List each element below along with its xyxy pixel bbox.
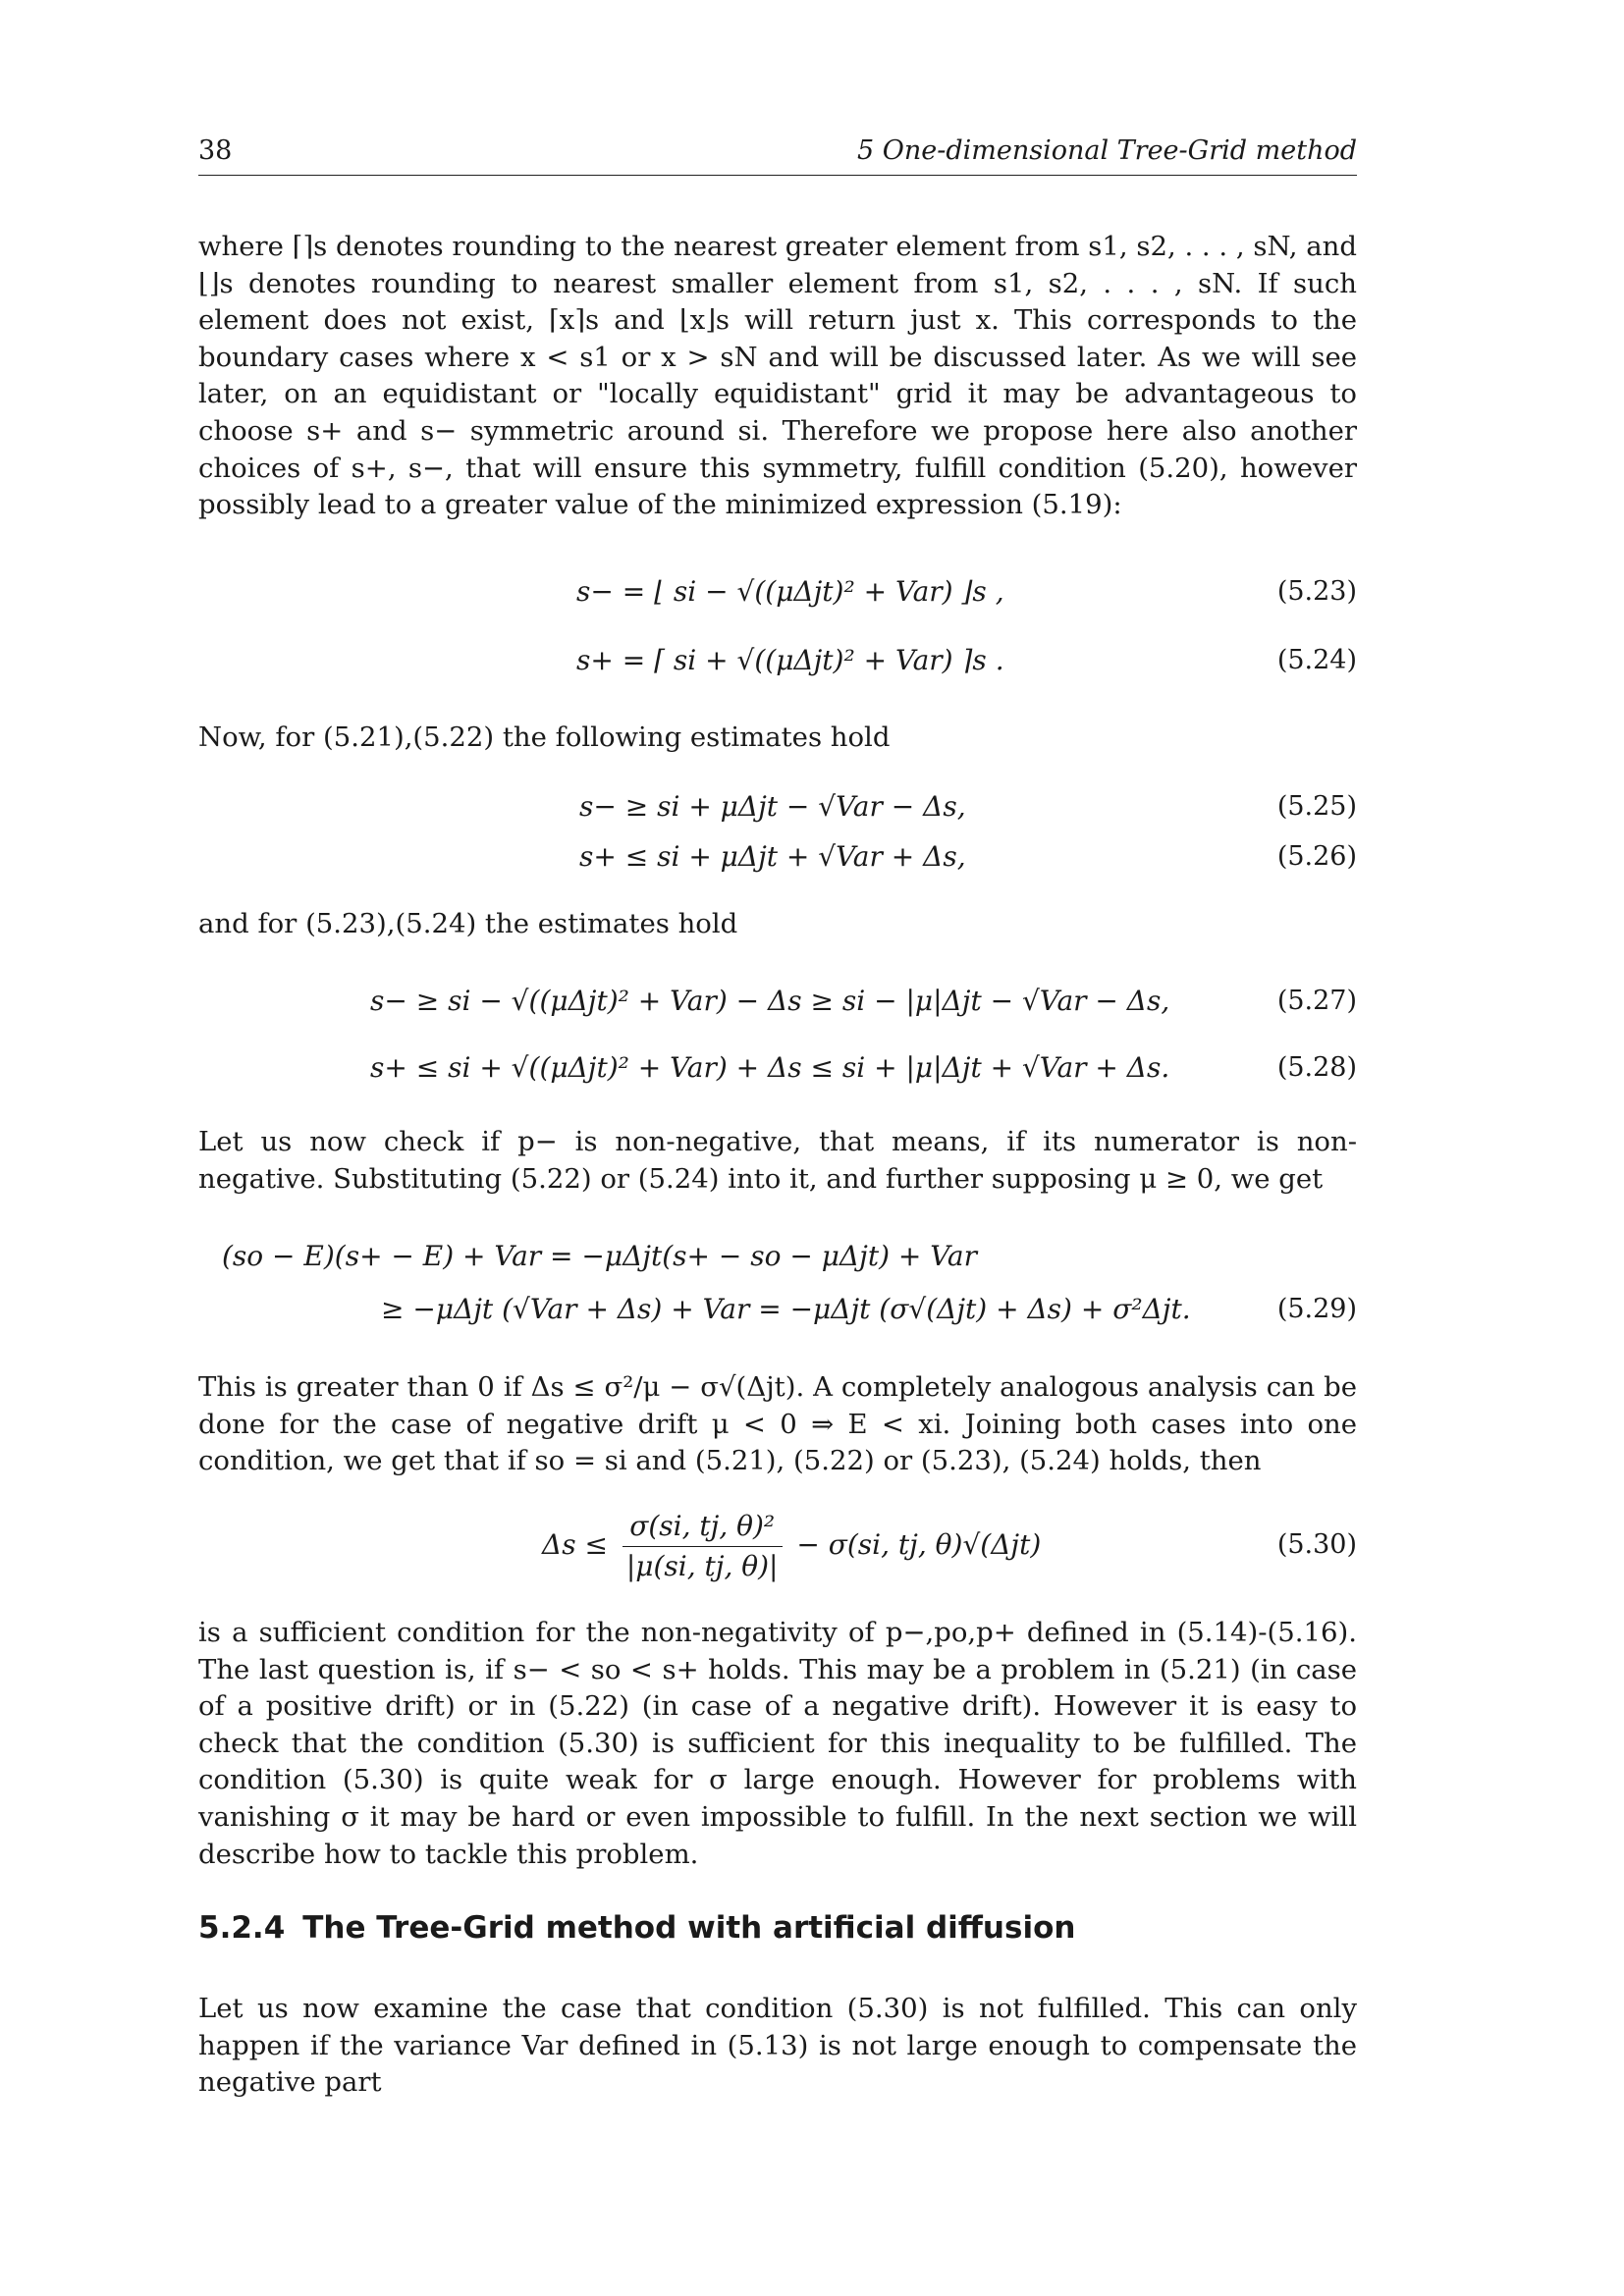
equation-number: (5.29) <box>1276 1294 1357 1324</box>
fraction <box>623 1509 783 1584</box>
equation-number: (5.26) <box>1276 841 1357 872</box>
fraction-denominator: |μ(si, tj, θ)| <box>625 1550 779 1582</box>
section-title: The Tree-Grid method with artificial diffusion <box>302 1910 1076 1946</box>
section-heading <box>198 1910 1093 1946</box>
paragraph-rounding: where ⌈⌉s denotes rounding to the nearest greater element from s1, s2, . . . , sN, and ⌊⌋s denotes rounding to nearest smaller element from s1, s2, . . . , sN. If such element does not exist, ⌈x⌉s and ⌊x⌋s will return just x. This corresponds to the boundary cases where x < s1 or x > sN and will be discussed later. As we will see later, on an equidistant or "locally equidistant" grid it may be advantageous to choose s+ and s− symmetric around si. Therefore we propose here also another choices of s+, s−, that will ensure this symmetry, fulfill condition (5.20), however possibly lead to a greater value of the minimized expression (5.19): <box>198 231 1357 521</box>
equation-5-26 <box>198 835 1357 884</box>
paragraph-artificial-diffusion: Let us now examine the case that condition (5.30) is not fulfilled. This can only happen if the variance Var defined in (5.13) is not large enough to compensate the negative part <box>198 1993 1357 2099</box>
equation-rhs: − σ(si, tj, θ)√(Δjt) <box>796 1528 1042 1561</box>
equation-number: (5.30) <box>1276 1529 1357 1560</box>
paragraph-estimates-1: Now, for (5.21),(5.22) the following estimates hold <box>198 721 891 753</box>
equation-5-23 <box>198 570 1357 619</box>
equation-text: s− ≥ si − √((μΔjt)² + Var) − Δs ≥ si − |μ|Δjt − √Var − Δs, <box>370 985 1170 1017</box>
paragraph-sufficient: is a sufficient condition for the non-negativity of p−,po,p+ defined in (5.14)-(5.16). The last question is, if s− < so < s+ holds. This may be a problem in (5.21) (in case of a positive drift) or in (5.22) (in case of a negative drift). However it is easy to check that the condition (5.30) is sufficient for this inequality to be fulfilled. The condition (5.30) is quite weak for σ large enough. However for problems with vanishing σ it may be hard or even impossible to fulfill. In the next section we will describe how to tackle this problem. <box>198 1617 1357 1870</box>
running-title: 5 One-dimensional Tree-Grid method <box>856 135 1357 166</box>
equation-5-30 <box>198 1502 1357 1596</box>
header-rule <box>198 175 1357 176</box>
equation-text: (so − E)(s+ − E) + Var = −μΔjt(s+ − so − μΔjt) + Var <box>222 1240 977 1272</box>
equation-5-25 <box>198 785 1357 834</box>
equation-text: s− ≥ si + μΔjt − √Var − Δs, <box>579 790 966 823</box>
paragraph-nonnegative: Let us now check if p− is non-negative, that means, if its numerator is non-negative. Substituting (5.22) or (5.24) into it, and further supposing μ ≥ 0, we get <box>198 1126 1357 1195</box>
page-header <box>198 135 1357 177</box>
fraction-numerator: σ(si, tj, θ)² <box>623 1509 783 1547</box>
section-number: 5.2.4 <box>198 1910 286 1946</box>
equation-text: s+ ≤ si + μΔjt + √Var + Δs, <box>579 840 966 873</box>
equation-5-29-line-1 <box>198 1235 1357 1284</box>
equation-lhs: Δs ≤ <box>542 1528 608 1561</box>
equation-number: (5.25) <box>1276 791 1357 822</box>
equation-5-27 <box>198 980 1357 1029</box>
equation-number: (5.27) <box>1276 986 1357 1016</box>
equation-text: s+ ≤ si + √((μΔjt)² + Var) + Δs ≤ si + |μ|Δjt + √Var + Δs. <box>370 1051 1170 1084</box>
equation-text: s+ = ⌈ si + √((μΔjt)² + Var) ⌉s . <box>576 644 1004 676</box>
equation-body <box>542 1506 1041 1584</box>
equation-5-24 <box>198 639 1357 688</box>
page-number: 38 <box>198 135 233 166</box>
paragraph-estimates-2: and for (5.23),(5.24) the estimates hold <box>198 908 738 939</box>
equation-text: s− = ⌊ si − √((μΔjt)² + Var) ⌋s , <box>576 575 1004 608</box>
equation-5-29-line-2 <box>198 1288 1357 1337</box>
equation-5-28 <box>198 1046 1357 1095</box>
equation-number: (5.28) <box>1276 1052 1357 1083</box>
equation-number: (5.24) <box>1276 645 1357 675</box>
paragraph-condition: This is greater than 0 if Δs ≤ σ²/μ − σ√(Δjt). A completely analogous analysis can be done for the case of negative drift μ < 0 ⇒ E < xi. Joining both cases into one condition, we get that if so = si and (5.21), (5.22) or (5.23), (5.24) holds, then <box>198 1371 1357 1477</box>
equation-number: (5.23) <box>1276 576 1357 607</box>
equation-text: ≥ −μΔjt (√Var + Δs) + Var = −μΔjt (σ√(Δjt) + Δs) + σ²Δjt. <box>381 1293 1191 1325</box>
